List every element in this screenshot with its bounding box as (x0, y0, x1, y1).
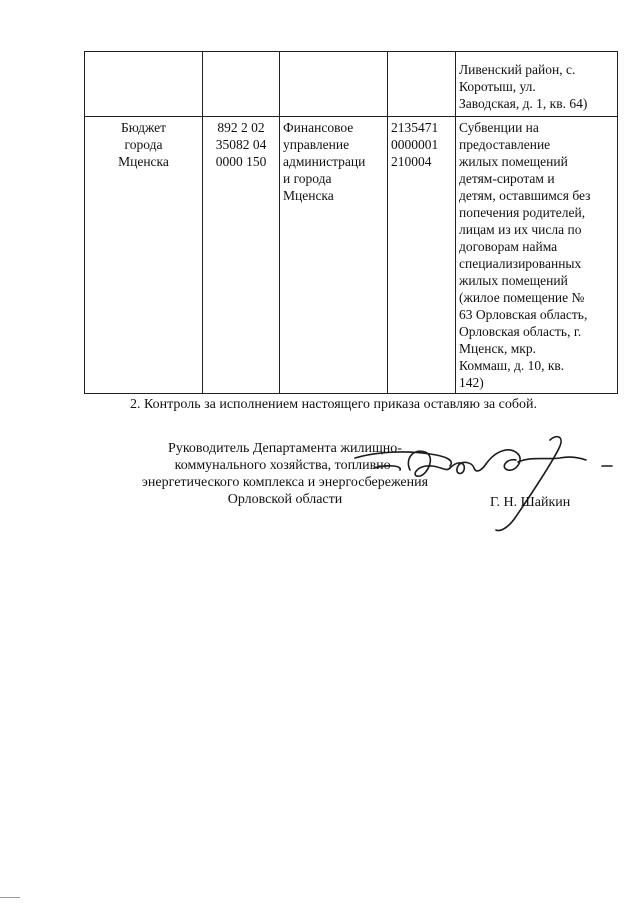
cell-text-line: Бюджет (120, 120, 167, 135)
scan-mark (0, 897, 20, 898)
cell-text-line: и города (283, 171, 332, 186)
cell-text-line: города (124, 137, 163, 152)
cell-text-line: 0000001 (391, 137, 439, 152)
signer-title-line: Орловской области (227, 492, 343, 507)
table-cell (456, 52, 618, 117)
table-row (85, 52, 618, 117)
signer-title-line: энергетического комплекса и энергосбережения (141, 475, 429, 490)
cell-text-line: договорам найма (459, 239, 558, 254)
table-cell (85, 52, 203, 117)
cell-text-line: лицам из их числа по (459, 222, 582, 237)
purpose-cell (456, 117, 618, 394)
cell-text-line: 35082 04 (215, 137, 267, 152)
table-row (85, 117, 618, 394)
budget-table (84, 51, 618, 394)
cell-text-line: предоставление (459, 137, 551, 152)
table-cell (280, 52, 388, 117)
cell-text-line: Финансовое (283, 120, 354, 135)
signer-title-line: Руководитель Департамента жилищно- (168, 441, 402, 456)
cell-text-line: (жилое помещение № (459, 290, 585, 305)
cell-text-line: специализированных (459, 256, 582, 271)
cell-text-line: 892 2 02 (217, 120, 265, 135)
budget-code-cell (203, 117, 280, 394)
cell-text-line: Мценска (283, 188, 334, 203)
cell-text-line: попечения родителей, (459, 205, 586, 220)
table-cell (203, 52, 280, 117)
signer-name: Г. Н. Шайкин (490, 495, 571, 510)
target-code-cell (388, 117, 456, 394)
cell-text-line: жилых помещений (459, 273, 568, 288)
cell-text-line: управление (283, 137, 350, 152)
cell-text-line: детям-сиротам и (459, 171, 555, 186)
cell-text-line: Мценск, мкр. (459, 341, 536, 356)
budget-name-cell (85, 117, 203, 394)
cell-text-line: Заводская, д. 1, кв. 64) (459, 96, 588, 111)
cell-text-line: Коммаш, д. 10, кв. (459, 358, 565, 373)
cell-text-line: детям, оставшимся без (459, 188, 591, 203)
cell-text-line: администраци (283, 154, 366, 169)
cell-text-line: 63 Орловская область, (459, 307, 588, 322)
cell-text-line: Ливенский район, с. (459, 62, 576, 77)
cell-text-line: 2135471 (391, 120, 439, 135)
cell-text-line: Субвенции на (459, 120, 539, 135)
cell-text-line: Орловская область, г. (459, 324, 582, 339)
table-cell (388, 52, 456, 117)
cell-text-line: жилых помещений (459, 154, 568, 169)
cell-text-line: 142) (459, 375, 484, 390)
cell-text-line: 210004 (391, 154, 432, 169)
signature-strokes (355, 437, 612, 531)
handwritten-signature-icon (350, 430, 620, 540)
cell-text-line: Коротыш, ул. (459, 79, 536, 94)
signer-title-line: коммунального хозяйства, топливно- (174, 458, 396, 473)
cell-text-line: 0000 150 (215, 154, 267, 169)
cell-text-line: Мценска (118, 154, 169, 169)
administrator-cell (280, 117, 388, 394)
control-paragraph: 2. Контроль за исполнением настоящего приказа оставляю за собой. (130, 397, 538, 412)
